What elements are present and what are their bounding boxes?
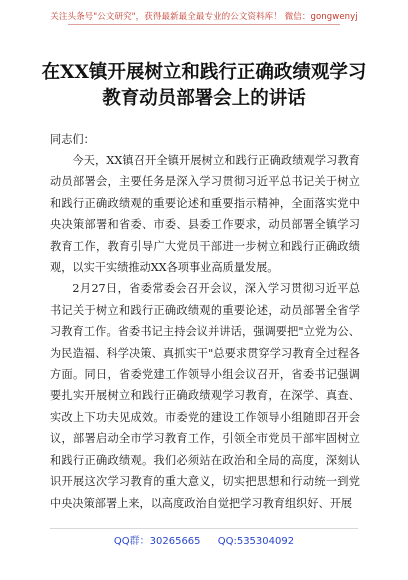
header-banner: 关注头条号"公文研究"，获得最新最全最专业的公文资料库！ 微信：gongwenyj bbox=[50, 12, 358, 22]
paragraph-1: 今天，XX镇召开全镇开展树立和践行正确政绩观学习教育动员部署会，主要任务是深入学习贯彻习近平总书记关于树立和践行正确政绩观的重要论述和重要指示精神，全面落实党中央决策部署和省委、市委、县委工作要求，动员部署全镇学习教育工作，教育引导广大党员干部进一步树立和践行正确政绩观，以实干实绩推动XX各项事业高质量发展。 bbox=[50, 154, 360, 275]
header-divider bbox=[68, 24, 340, 25]
footer-divider bbox=[50, 528, 358, 529]
title-line-1: 在XX镇开展树立和践行正确政绩观学习 bbox=[41, 62, 367, 83]
paragraph-2: 2月27日，省委常委会召开会议，深入学习贯彻习近平总书记关于树立和践行正确政绩观的重要论述，动员部署全省学习教育工作。省委书记主持会议并讲话，强调要把"立党为公、为民造福、科学决策、真抓实干"总要求贯穿学习教育全过程各方面。同日，省委党建工作领导小组会议召开，省委书记强调要扎实开展树立和践行正确政绩观学习教育，在深学、真查、实改上下功夫见成效。市委党的建设工作领导小组随即召开会议，部署启动全市学习教育工作，引领全市党员干部牢固树立和践行正确政绩观。我们必须站在政治和全局的高度，深刻认识开展这次学习教育的重大意义，切实把思想和行动统一到党中央决策部署上来，以高度政治自觉把学习教育组织好、开展 bbox=[50, 282, 360, 510]
title-line-2: 教育动员部署会上的讲话 bbox=[102, 88, 306, 109]
footer bbox=[0, 532, 408, 547]
salutation: 同志们： bbox=[50, 133, 95, 146]
document-title bbox=[30, 60, 378, 112]
document-body bbox=[50, 150, 360, 514]
footer-qq-group: QQ群：30265665 bbox=[113, 536, 201, 547]
footer-qq: QQ:535304092 bbox=[217, 536, 295, 547]
